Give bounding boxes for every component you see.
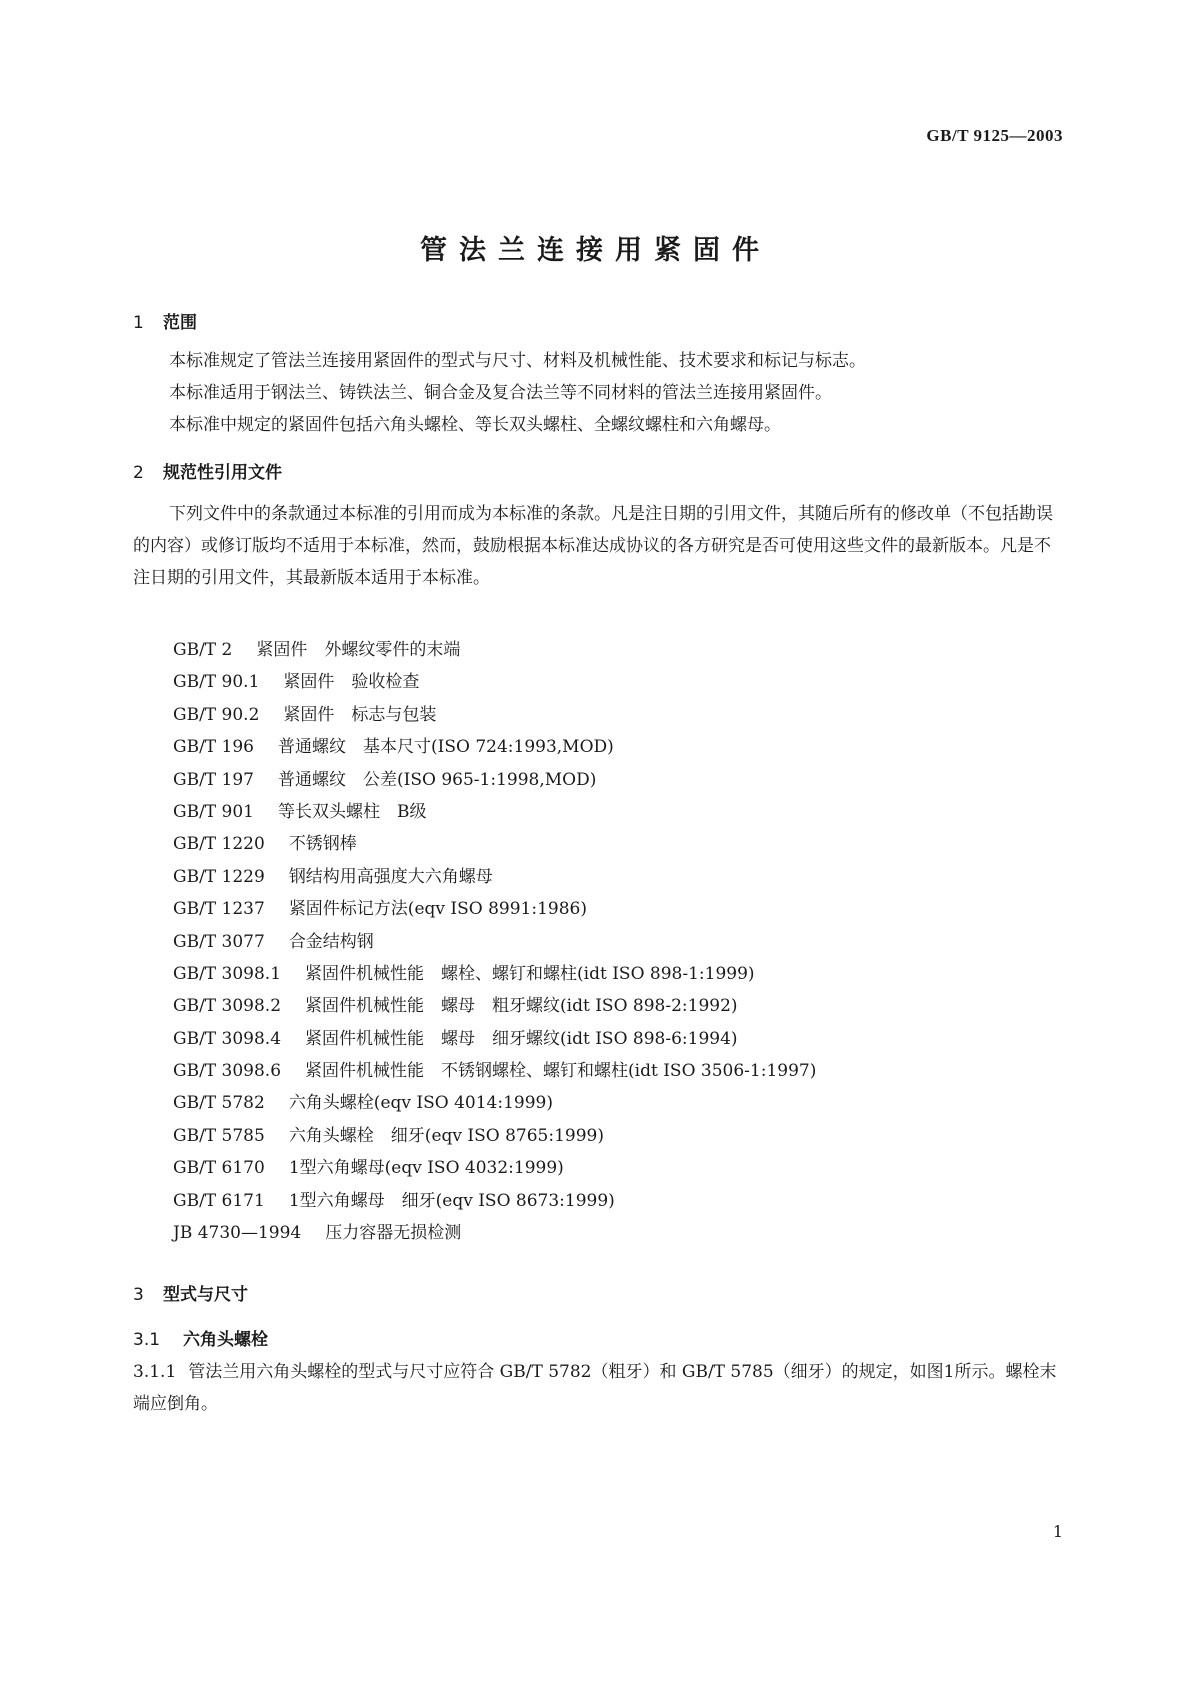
reference-code: GB/T 196 xyxy=(173,737,254,758)
reference-code: GB/T 3077 xyxy=(173,931,265,952)
reference-item xyxy=(173,828,816,860)
reference-item xyxy=(173,796,816,828)
reference-item xyxy=(173,1217,816,1249)
standard-number: GB/T 9125—2003 xyxy=(926,126,1063,145)
reference-code: GB/T 1237 xyxy=(173,899,265,920)
subsection-title: 六角头螺栓 xyxy=(183,1330,268,1350)
reference-item xyxy=(173,990,816,1022)
section-3-heading xyxy=(133,1280,248,1305)
section-title: 型式与尺寸 xyxy=(163,1285,248,1305)
reference-title: 六角头螺栓(eqv ISO 4014:1999) xyxy=(288,1093,553,1114)
reference-item xyxy=(173,861,816,893)
section-number: 1 xyxy=(133,313,144,333)
reference-title: 紧固件机械性能 螺母 粗牙螺纹(idt ISO 898-2:1992) xyxy=(305,996,738,1017)
reference-item xyxy=(173,1120,816,1152)
reference-item xyxy=(173,634,816,666)
reference-title: 不锈钢棒 xyxy=(288,834,357,855)
reference-title: 钢结构用高强度大六角螺母 xyxy=(288,866,493,887)
subsection-3-1-heading xyxy=(133,1325,268,1350)
reference-code: JB 4730—1994 xyxy=(173,1223,302,1244)
clause-number: 3.1.1 xyxy=(133,1362,177,1382)
document-title: 管法兰连接用紧固件 xyxy=(420,235,771,266)
section-number: 2 xyxy=(133,463,144,483)
reference-title: 紧固件机械性能 不锈钢螺栓、螺钉和螺柱(idt ISO 3506-1:1997) xyxy=(305,1061,817,1082)
reference-title: 1型六角螺母 细牙(eqv ISO 8673:1999) xyxy=(288,1190,615,1211)
paragraph: 本标准规定了管法兰连接用紧固件的型式与尺寸、材料及机械性能、技术要求和标记与标志。 xyxy=(169,351,866,371)
reference-code: GB/T 2 xyxy=(173,640,233,660)
reference-code: GB/T 197 xyxy=(173,769,254,790)
reference-code: GB/T 3098.2 xyxy=(173,996,282,1017)
section-title: 范围 xyxy=(163,313,197,333)
reference-item xyxy=(173,1055,816,1087)
reference-item xyxy=(173,1023,816,1055)
reference-title: 紧固件 外螺纹零件的末端 xyxy=(256,640,461,660)
section-number: 3 xyxy=(133,1285,144,1305)
reference-title: 紧固件标记方法(eqv ISO 8991:1986) xyxy=(288,899,587,920)
reference-code: GB/T 90.2 xyxy=(173,704,260,725)
section-1-body xyxy=(133,345,1061,441)
reference-title: 紧固件机械性能 螺母 细牙螺纹(idt ISO 898-6:1994) xyxy=(305,1028,738,1049)
reference-code: GB/T 901 xyxy=(173,801,254,822)
reference-code: GB/T 3098.1 xyxy=(173,963,282,984)
reference-title: 1型六角螺母(eqv ISO 4032:1999) xyxy=(288,1158,564,1179)
reference-code: GB/T 3098.6 xyxy=(173,1061,282,1082)
section-1-heading xyxy=(133,308,197,333)
reference-code: GB/T 6171 xyxy=(173,1190,265,1211)
reference-item xyxy=(173,893,816,925)
reference-code: GB/T 5782 xyxy=(173,1093,265,1114)
reference-code: GB/T 90.1 xyxy=(173,672,260,693)
subsection-number: 3.1 xyxy=(133,1330,161,1350)
reference-title: 紧固件 标志与包装 xyxy=(283,704,437,725)
reference-title: 压力容器无损检测 xyxy=(325,1223,462,1244)
clause-3-1-1 xyxy=(133,1356,1061,1420)
reference-list xyxy=(173,634,816,1249)
reference-title: 紧固件机械性能 螺栓、螺钉和螺柱(idt ISO 898-1:1999) xyxy=(305,963,755,984)
reference-item xyxy=(173,958,816,990)
reference-item xyxy=(173,926,816,958)
section-2-heading xyxy=(133,458,282,483)
reference-item xyxy=(173,699,816,731)
reference-item xyxy=(173,1152,816,1184)
reference-code: GB/T 3098.4 xyxy=(173,1028,282,1049)
reference-item xyxy=(173,731,816,763)
reference-item xyxy=(173,666,816,698)
reference-item xyxy=(173,1087,816,1119)
reference-code: GB/T 6170 xyxy=(173,1158,265,1179)
paragraph: 本标准适用于钢法兰、铸铁法兰、铜合金及复合法兰等不同材料的管法兰连接用紧固件。 xyxy=(169,383,832,403)
reference-title: 紧固件 验收检查 xyxy=(283,672,420,693)
page-number: 1 xyxy=(1052,1522,1063,1541)
reference-title: 六角头螺栓 细牙(eqv ISO 8765:1999) xyxy=(288,1125,604,1146)
paragraph: 下列文件中的条款通过本标准的引用而成为本标准的条款。凡是注日期的引用文件，其随后所有的修改单（不包括勘误的内容）或修订版均不适用于本标准，然而，鼓励根据本标准达成协议的各方研究是否可使用这些文件的最新版本。凡是不注日期的引用文件，其最新版本适用于本标准。 xyxy=(133,504,1053,588)
reference-title: 等长双头螺柱 B级 xyxy=(278,801,427,822)
reference-code: GB/T 1220 xyxy=(173,834,265,855)
reference-title: 普通螺纹 基本尺寸(ISO 724:1993,MOD) xyxy=(278,737,614,758)
section-title: 规范性引用文件 xyxy=(163,463,282,483)
clause-text: 管法兰用六角头螺栓的型式与尺寸应符合 GB/T 5782（粗牙）和 GB/T 5785（细牙）的规定，如图1所示。螺栓末端应倒角。 xyxy=(133,1362,1057,1414)
paragraph: 本标准中规定的紧固件包括六角头螺栓、等长双头螺柱、全螺纹螺柱和六角螺母。 xyxy=(169,415,781,435)
reference-code: GB/T 1229 xyxy=(173,866,265,887)
reference-title: 普通螺纹 公差(ISO 965-1:1998,MOD) xyxy=(278,769,597,790)
reference-item xyxy=(173,1185,816,1217)
reference-code: GB/T 5785 xyxy=(173,1125,265,1146)
section-2-intro xyxy=(133,498,1061,594)
reference-item xyxy=(173,764,816,796)
reference-title: 合金结构钢 xyxy=(288,931,374,952)
